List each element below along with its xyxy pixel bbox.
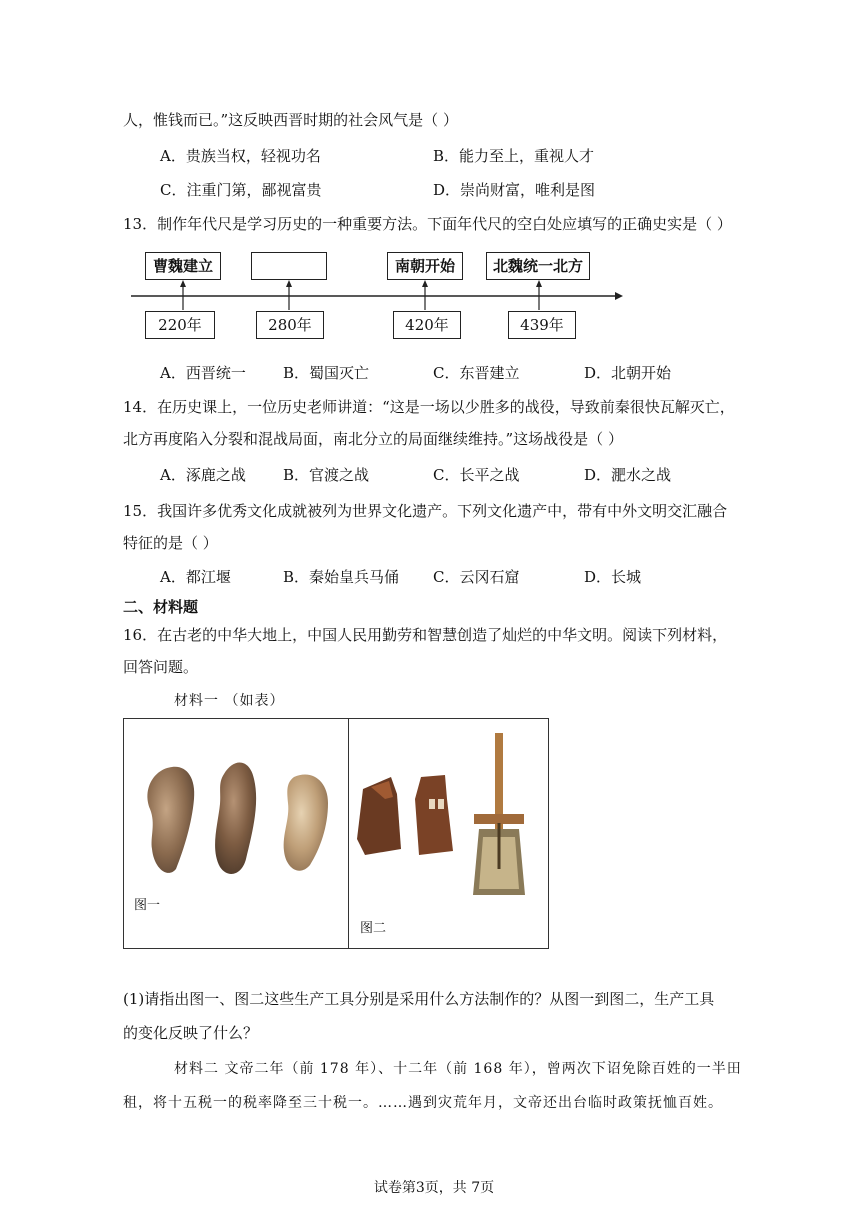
q13-option-b: B．蜀国灭亡 xyxy=(283,364,370,382)
q14-stem-line1: 14．在历史课上，一位历史老师讲道：“这是一场以少胜多的战役，导致前秦很快瓦解灭亡， xyxy=(123,398,735,416)
q15-stem-line2: 特征的是（ ） xyxy=(123,534,218,552)
figure2-caption: 图二 xyxy=(360,921,387,936)
q16-stem-line2: 回答问题。 xyxy=(123,658,199,676)
q13-stem: 13．制作年代尺是学习历史的一种重要方法。下面年代尺的空白处应填写的正确史实是（ ） xyxy=(123,215,732,233)
metal-tools-image xyxy=(349,719,548,948)
q14-option-c: C．长平之战 xyxy=(433,466,520,484)
timeline-year-4: 439年 xyxy=(508,311,576,339)
q14-stem-line2: 北方再度陷入分裂和混战局面，南北分立的局面继续维持。”这场战役是（ ） xyxy=(123,430,623,448)
q12-option-c: C．注重门第，鄙视富贵 xyxy=(160,181,322,199)
q15-option-c: C．云冈石窟 xyxy=(433,568,520,586)
stone-tools-image xyxy=(124,719,348,948)
q16-sub1-line1: (1)请指出图一、图二这些生产工具分别是采用什么方法制作的？从图一到图二，生产工具 xyxy=(123,990,715,1008)
material1-label: 材料一 （如表） xyxy=(174,693,285,709)
material2-line2: 租，将十五税一的税率降至三十税一。……遇到灾荒年月，文帝还出台临时政策抚恤百姓。 xyxy=(123,1095,723,1111)
q12-option-a: A．贵族当权，轻视功名 xyxy=(160,147,321,165)
q15-option-b: B．秦始皇兵马俑 xyxy=(283,568,400,586)
figure1-caption: 图一 xyxy=(134,898,161,913)
timeline-event-1: 曹魏建立 xyxy=(145,252,221,280)
q14-option-d: D．淝水之战 xyxy=(584,466,672,484)
timeline-year-1: 220年 xyxy=(145,311,215,339)
q16-sub1-line2: 的变化反映了什么？ xyxy=(123,1024,259,1042)
q13-option-c: C．东晋建立 xyxy=(433,364,520,382)
q15-option-a: A．都江堰 xyxy=(160,568,231,586)
q12-stem-tail: 人，惟钱而已。”这反映西晋时期的社会风气是（ ） xyxy=(123,111,458,129)
timeline-event-blank xyxy=(251,252,327,280)
section-title: 二、材料题 xyxy=(123,598,199,616)
q15-stem-line1: 15．我国许多优秀文化成就被列为世界文化遗产。下列文化遗产中，带有中外文明交汇融合 xyxy=(123,502,728,520)
q12-option-d: D．崇尚财富，唯利是图 xyxy=(433,181,596,199)
q12-option-b: B．能力至上，重视人才 xyxy=(433,147,595,165)
q14-option-b: B．官渡之战 xyxy=(283,466,370,484)
timeline-year-2: 280年 xyxy=(256,311,324,339)
q14-option-a: A．涿鹿之战 xyxy=(160,466,246,484)
q15-option-d: D．长城 xyxy=(584,568,642,586)
timeline-event-4: 北魏统一北方 xyxy=(486,252,590,280)
page-footer: 试卷第3页，共 7页 xyxy=(373,1180,495,1196)
q13-option-d: D．北朝开始 xyxy=(584,364,672,382)
material1-table xyxy=(123,718,549,949)
q16-stem-line1: 16．在古老的中华大地上，中国人民用勤劳和智慧创造了灿烂的中华文明。阅读下列材料， xyxy=(123,626,728,644)
timeline xyxy=(123,250,633,345)
timeline-event-3: 南朝开始 xyxy=(387,252,463,280)
timeline-year-3: 420年 xyxy=(393,311,461,339)
q13-option-a: A．西晋统一 xyxy=(160,364,246,382)
material2-line1: 材料二 文帝二年（前 178 年）、十二年（前 168 年），曾两次下诏免除百姓的一半田 xyxy=(174,1061,742,1077)
